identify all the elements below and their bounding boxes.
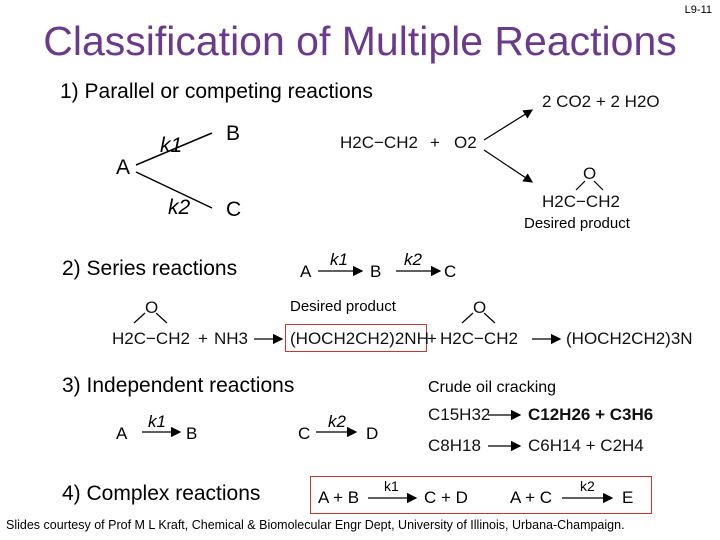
ind-k2: k2: [328, 412, 346, 431]
oxygen: O2: [454, 133, 477, 152]
complex-eq1-left: A + B: [318, 488, 360, 507]
pentadecane: C15H32: [428, 405, 491, 424]
plus-2: +: [427, 329, 437, 348]
complex-k1: k1: [384, 478, 399, 494]
ind-c: C: [298, 424, 311, 443]
footer-credit: Slides courtesy of Prof M L Kraft, Chemical & Biomolecular Engr Dept, University of Illinois, Urbana-Champaign.: [6, 518, 625, 532]
heading-parallel: 1) Parallel or competing reactions: [60, 80, 373, 103]
series-a: A: [300, 262, 312, 281]
series-c: C: [444, 262, 457, 281]
species-c: C: [226, 198, 242, 221]
octane: C8H18: [428, 436, 481, 455]
series-b: B: [370, 262, 382, 281]
heading-independent: 3) Independent reactions: [62, 374, 295, 397]
epoxide-1: H2C−CH2: [112, 329, 190, 348]
cracking-title: Crude oil cracking: [428, 379, 557, 396]
epoxide-oxygen: O: [583, 164, 597, 183]
cracking-products-1: C12H26 + C3H6: [528, 405, 654, 424]
ammonia: NH3: [214, 329, 249, 348]
heading-complex: 4) Complex reactions: [62, 482, 261, 505]
ring-o-2: O: [473, 298, 487, 317]
series-k1: k1: [330, 250, 348, 269]
rate-k2: k2: [168, 196, 191, 219]
ind-k1: k1: [148, 412, 166, 431]
plus-1: +: [198, 329, 208, 348]
ethylene: H2C−CH2: [340, 133, 418, 152]
heading-series: 2) Series reactions: [62, 257, 238, 280]
series-k2: k2: [404, 250, 422, 269]
combustion-products: 2 CO2 + 2 H2O: [542, 92, 660, 111]
plus-sign: +: [430, 133, 440, 152]
diethanolamine: (HOCH2CH2)2NH: [290, 329, 429, 348]
rate-k1: k1: [160, 134, 183, 157]
ind-d: D: [366, 424, 379, 443]
complex-k2: k2: [580, 478, 595, 494]
triethanolamine: (HOCH2CH2)3N: [566, 329, 693, 348]
epoxide-2: H2C−CH2: [440, 329, 518, 348]
arrow-to-epoxide: [484, 150, 532, 182]
arrow-to-co2: [484, 110, 532, 140]
desired-product-label-2: Desired product: [290, 298, 396, 315]
complex-box: [310, 476, 652, 514]
desired-product-label: Desired product: [524, 215, 630, 232]
ind-b: B: [186, 424, 198, 443]
slide-number: L9-11: [684, 4, 712, 16]
species-b: B: [226, 122, 241, 145]
complex-eq2-left: A + C: [510, 488, 553, 507]
slide-title: Classification of Multiple Reactions: [43, 18, 677, 64]
complex-eq2-right: E: [622, 488, 634, 507]
ind-a: A: [116, 424, 128, 443]
ethylene-oxide: H2C−CH2: [542, 192, 620, 211]
ring-o-1: O: [145, 298, 159, 317]
species-a: A: [116, 156, 131, 179]
complex-eq1-right: C + D: [424, 488, 468, 507]
cracking-products-2: C6H14 + C2H4: [528, 436, 644, 455]
